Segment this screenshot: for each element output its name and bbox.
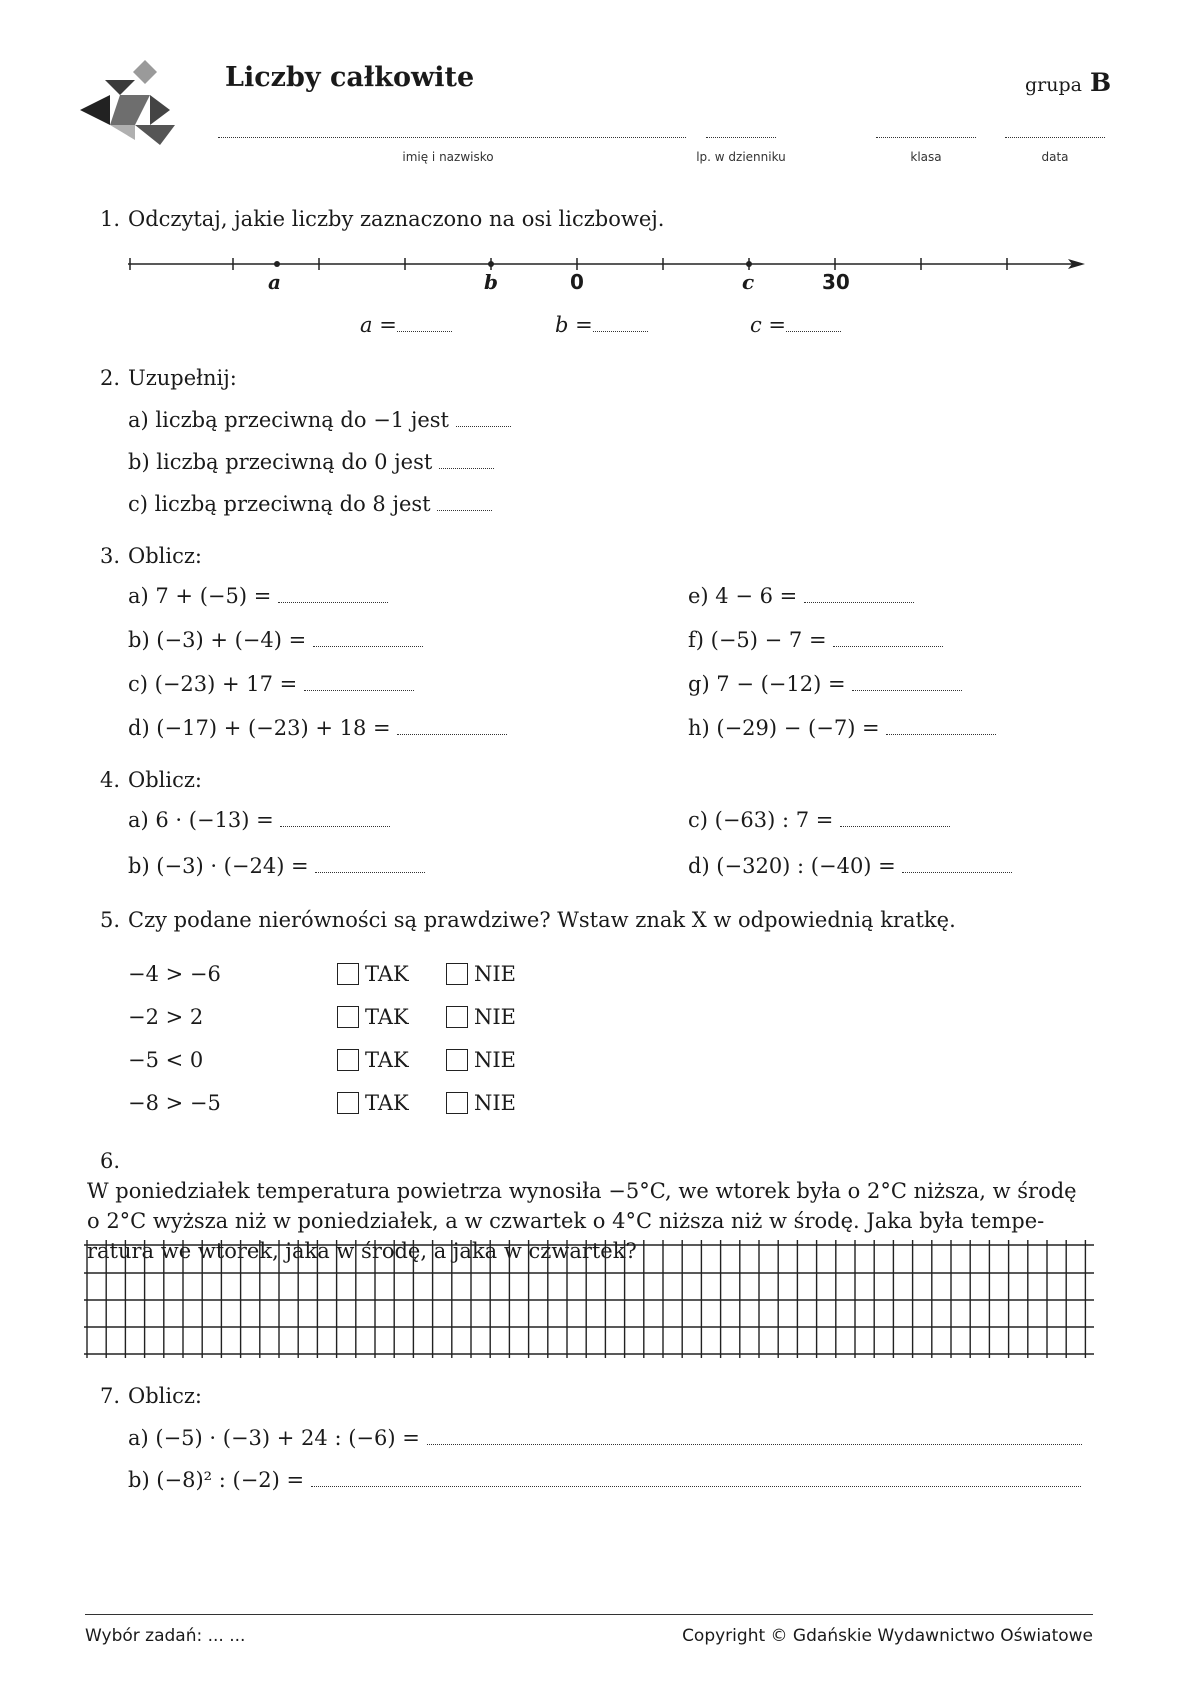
answer-blank[interactable] xyxy=(315,854,425,873)
task-2-heading xyxy=(87,366,237,390)
item-text: a) 7 + (−5) = xyxy=(128,584,272,608)
no-label: NIE xyxy=(474,1005,516,1029)
group-value: B xyxy=(1089,68,1112,97)
task-5-heading xyxy=(87,908,956,932)
no-checkbox[interactable] xyxy=(446,963,468,985)
answer-blank[interactable] xyxy=(439,450,494,469)
task-4-item xyxy=(688,808,950,832)
task-text: Czy podane nierówności są prawdziwe? Wstaw znak X w odpowiednią kratkę. xyxy=(128,908,956,932)
task-number: 7. xyxy=(99,1384,120,1408)
item-text: d) (−320) : (−40) = xyxy=(688,854,896,878)
inequality-row xyxy=(128,1005,203,1029)
answer-blank[interactable] xyxy=(311,1468,1081,1487)
inequality-text: −8 > −5 xyxy=(128,1091,221,1115)
answer-blank[interactable] xyxy=(304,672,414,691)
task-4-heading xyxy=(87,768,202,792)
yes-option xyxy=(337,1005,409,1029)
task-text: Uzupełnij: xyxy=(128,366,237,390)
class-label: klasa xyxy=(910,150,942,164)
item-text: a) liczbą przeciwną do −1 jest xyxy=(128,408,449,432)
item-text: a) (−5) · (−3) + 24 : (−6) = xyxy=(128,1426,420,1450)
answer-blank[interactable] xyxy=(840,808,950,827)
answer-blank[interactable] xyxy=(313,628,423,647)
item-text: b) (−3) · (−24) = xyxy=(128,854,309,878)
answer-blank[interactable] xyxy=(397,313,452,332)
item-text: b) (−3) + (−4) = xyxy=(128,628,307,652)
number-line xyxy=(120,250,1090,280)
item-text: d) (−17) + (−23) + 18 = xyxy=(128,716,391,740)
answer-blank[interactable] xyxy=(456,408,511,427)
task-text-line: o 2°C wyższa niż w poniedziałek, a w czwartek o 4°C niższa niż w środę. Jaka była tempe- xyxy=(87,1209,1045,1233)
date-label: data xyxy=(1041,150,1069,164)
inequality-text: −4 > −6 xyxy=(128,962,221,986)
task-3-item xyxy=(688,672,962,696)
inequality-row xyxy=(128,962,221,986)
item-text: e) 4 − 6 = xyxy=(688,584,798,608)
no-option xyxy=(446,1048,516,1072)
yes-label: TAK xyxy=(365,962,409,986)
task-4-item xyxy=(128,854,425,878)
item-text: b) (−8)² : (−2) = xyxy=(128,1468,305,1492)
yes-checkbox[interactable] xyxy=(337,1049,359,1071)
date-field[interactable] xyxy=(1005,137,1105,138)
page-title: Liczby całkowite xyxy=(225,62,475,93)
yes-checkbox[interactable] xyxy=(337,963,359,985)
answer-blank[interactable] xyxy=(397,716,507,735)
no-label: NIE xyxy=(474,962,516,986)
no-label: NIE xyxy=(474,1091,516,1115)
no-label: NIE xyxy=(474,1048,516,1072)
no-option xyxy=(446,962,516,986)
answer-label: a = xyxy=(360,313,397,337)
task-number: 4. xyxy=(99,768,120,792)
no-checkbox[interactable] xyxy=(446,1049,468,1071)
no-checkbox[interactable] xyxy=(446,1006,468,1028)
task-3-item xyxy=(688,584,914,608)
task-number: 5. xyxy=(99,908,120,932)
item-text: c) (−63) : 7 = xyxy=(688,808,834,832)
yes-checkbox[interactable] xyxy=(337,1092,359,1114)
answer-label: b = xyxy=(555,313,593,337)
inequality-row xyxy=(128,1091,221,1115)
axis-label-a: a xyxy=(268,270,281,294)
task-3-item xyxy=(128,672,414,696)
answer-blank[interactable] xyxy=(886,716,996,735)
answer-blank[interactable] xyxy=(804,584,914,603)
inequality-row xyxy=(128,1048,203,1072)
answer-blank[interactable] xyxy=(786,313,841,332)
answer-b xyxy=(555,313,648,337)
task-4-item xyxy=(688,854,1012,878)
item-text: c) (−23) + 17 = xyxy=(128,672,298,696)
item-text: h) (−29) − (−7) = xyxy=(688,716,880,740)
task-3-item xyxy=(688,716,996,740)
name-field[interactable] xyxy=(218,137,686,138)
class-field[interactable] xyxy=(876,137,976,138)
group-indicator xyxy=(1025,68,1111,97)
answer-blank[interactable] xyxy=(852,672,962,691)
task-text-line: ratura we wtorek, jaka w środę, a jaka w czwartek? xyxy=(87,1239,637,1263)
yes-label: TAK xyxy=(365,1091,409,1115)
yes-label: TAK xyxy=(365,1048,409,1072)
task-3-item xyxy=(128,716,507,740)
publisher-logo xyxy=(75,55,185,150)
footer-divider xyxy=(85,1614,1093,1615)
task-7-item xyxy=(128,1468,1081,1492)
task-7-heading xyxy=(87,1384,202,1408)
answer-c xyxy=(750,313,841,337)
item-text: c) liczbą przeciwną do 8 jest xyxy=(128,492,431,516)
task-2-item xyxy=(128,408,511,432)
task-text: Odczytaj, jakie liczby zaznaczono na osi liczbowej. xyxy=(128,207,665,231)
footer-task-selection: Wybór zadań: ... ... xyxy=(85,1626,246,1646)
task-3-item xyxy=(128,584,388,608)
task-text-line: W poniedziałek temperatura powietrza wynosiła −5°C, we wtorek była o 2°C niższa, w środę xyxy=(87,1179,1077,1203)
item-text: a) 6 · (−13) = xyxy=(128,808,274,832)
yes-label: TAK xyxy=(365,1005,409,1029)
number-field[interactable] xyxy=(706,137,776,138)
number-label: lp. w dzienniku xyxy=(696,150,786,164)
no-option xyxy=(446,1005,516,1029)
task-2-item xyxy=(128,450,494,474)
answer-blank[interactable] xyxy=(593,313,648,332)
task-number: 6. xyxy=(99,1149,120,1173)
answer-blank[interactable] xyxy=(280,808,390,827)
name-label: imię i nazwisko xyxy=(402,150,494,164)
task-text: Oblicz: xyxy=(128,1384,202,1408)
no-option xyxy=(446,1091,516,1115)
answer-blank[interactable] xyxy=(833,628,943,647)
yes-checkbox[interactable] xyxy=(337,1006,359,1028)
inequality-text: −5 < 0 xyxy=(128,1048,204,1072)
footer-copyright: Copyright © Gdańskie Wydawnictwo Oświatowe xyxy=(682,1626,1093,1646)
group-label: grupa xyxy=(1025,74,1082,96)
axis-label-zero: 0 xyxy=(570,270,584,294)
item-text: b) liczbą przeciwną do 0 jest xyxy=(128,450,433,474)
answer-blank[interactable] xyxy=(427,1426,1082,1445)
yes-option xyxy=(337,1091,409,1115)
axis-label-thirty: 30 xyxy=(822,270,850,294)
answer-a xyxy=(360,313,452,337)
task-text: Oblicz: xyxy=(128,544,202,568)
task-number: 3. xyxy=(99,544,120,568)
task-1-heading xyxy=(87,207,664,231)
axis-label-c: c xyxy=(742,270,755,294)
answer-blank[interactable] xyxy=(437,492,492,511)
task-text: Oblicz: xyxy=(128,768,202,792)
inequality-text: −2 > 2 xyxy=(128,1005,204,1029)
task-number: 1. xyxy=(99,207,120,231)
task-4-item xyxy=(128,808,390,832)
task-3-item xyxy=(688,628,943,652)
answer-label: c = xyxy=(750,313,787,337)
no-checkbox[interactable] xyxy=(446,1092,468,1114)
item-text: f) (−5) − 7 = xyxy=(688,628,827,652)
task-3-item xyxy=(128,628,423,652)
answer-grid[interactable] xyxy=(84,1240,1096,1358)
task-3-heading xyxy=(87,544,202,568)
task-2-item xyxy=(128,492,492,516)
task-7-item xyxy=(128,1426,1082,1450)
answer-blank[interactable] xyxy=(902,854,1012,873)
axis-label-b: b xyxy=(484,270,498,294)
task-number: 2. xyxy=(99,366,120,390)
yes-option xyxy=(337,962,409,986)
answer-blank[interactable] xyxy=(278,584,388,603)
item-text: g) 7 − (−12) = xyxy=(688,672,846,696)
yes-option xyxy=(337,1048,409,1072)
